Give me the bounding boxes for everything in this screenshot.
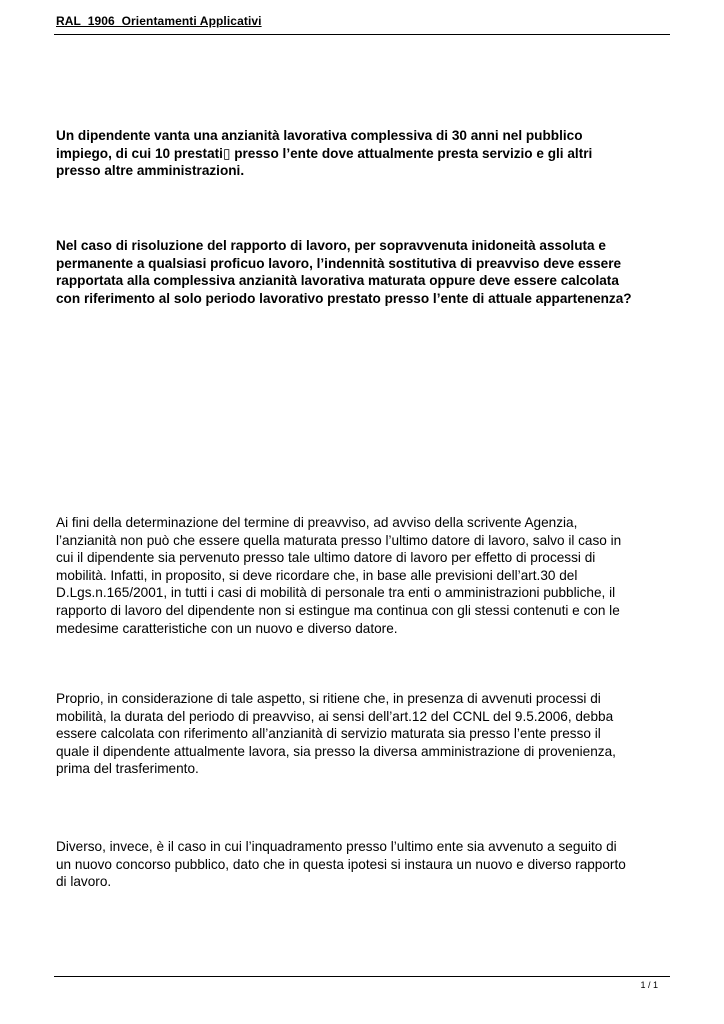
question-intro-paragraph: Un dipendente vanta una anzianità lavorativa complessiva di 30 anni nel pubblico impiego, di cui 10 prestati▯ presso l’ente dove attualmente presta servizio e gli altri presso altre amministrazioni. — [56, 128, 593, 179]
question-body-paragraph: Nel caso di risoluzione del rapporto di lavoro, per sopravvenuta inidoneità assoluta e permanente a qualsiasi proficuo lavoro, l’indennità sostitutiva di preavviso deve essere rapportata alla complessiva anzianità lavorativa maturata oppure deve essere calcolata con riferimento al solo periodo lavorativo prestato presso l’ente di attuale appartenenza? — [56, 238, 632, 306]
page-footer — [54, 976, 670, 990]
answer-paragraph-1: Ai fini della determinazione del termine di preavviso, ad avviso della scrivente Agenzia, l’anzianità non può che essere quella maturata presso l’ultimo datore di lavoro, salvo il caso in cui il dipendente sia pervenuto presso tale ultimo datore di lavoro per effetto di processi di mobilità. Infatti, in proposito, si deve ricordare che, in base alle previsioni dell’art.30 del D.Lgs.n.165/2001, in tutti i casi di mobilità di personale tra enti o amministrazioni pubbliche, il rapporto di lavoro del dipendente non si estingue ma continua con gli stessi contenuti e con le medesime caratteristiche con un nuovo e diverso datore. — [56, 515, 622, 636]
page-number: 1 / 1 — [640, 980, 658, 990]
page-header — [54, 14, 670, 35]
answer-paragraph-2: Proprio, in considerazione di tale aspetto, si ritiene che, in presenza di avvenuti processi di mobilità, la durata del periodo di preavviso, ai sensi dell’art.12 del CCNL del 9.5.2006, debba essere calcolata con riferimento all’anzianità di servizio maturata sia presso l’ente presso il quale il dipendente attualmente lavora, sia presso la diversa amministrazione di provenienza, prima del trasferimento. — [56, 691, 616, 777]
answer-paragraph-3: Diverso, invece, è il caso in cui l’inquadramento presso l’ultimo ente sia avvenuto a seguito di un nuovo concorso pubblico, dato che in questa ipotesi si instaura un nuovo e diverso rapporto di lavoro. — [56, 839, 626, 890]
document-title: RAL_1906_Orientamenti Applicativi — [56, 14, 262, 28]
